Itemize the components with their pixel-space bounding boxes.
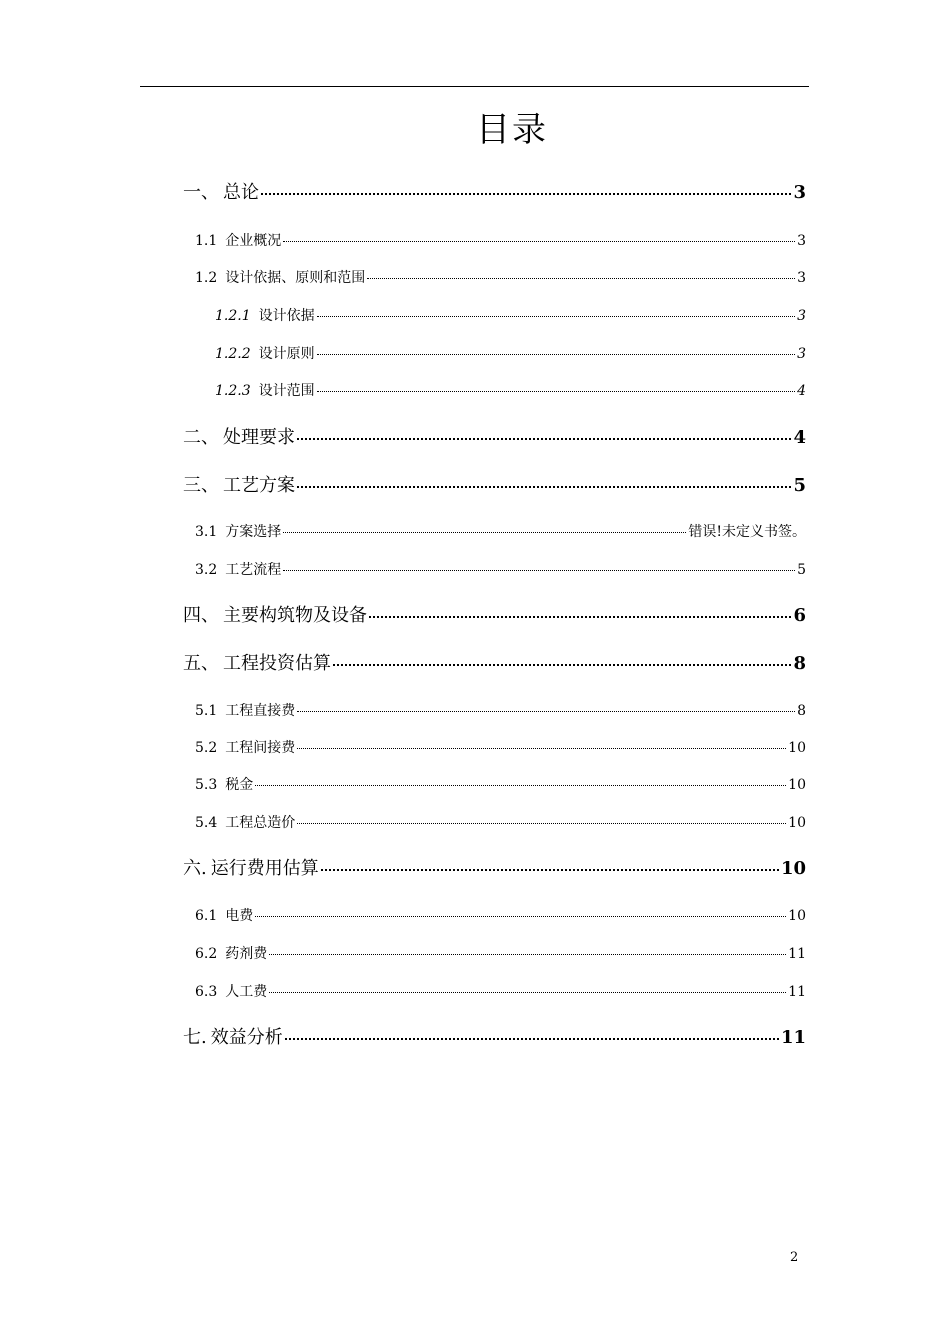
toc-entry-page: 8 [797, 703, 806, 719]
toc-entry[interactable] [195, 230, 806, 254]
toc-entry-text: 工程总造价 [225, 815, 296, 831]
toc-entry-label [183, 649, 331, 675]
toc-entry-number: 3.1 [195, 524, 218, 540]
toc-entry-page: 11 [788, 946, 806, 962]
toc-entry-text: 设计依据 [258, 308, 315, 324]
toc-entry-label [195, 559, 281, 579]
toc-entry[interactable] [183, 471, 806, 495]
toc-entry-number: 5.4 [195, 815, 218, 831]
dot-leader [297, 711, 795, 712]
dot-leader [317, 354, 795, 355]
dot-leader [283, 532, 686, 533]
toc-entry-number: 1.2 [195, 270, 218, 286]
dot-leader [297, 486, 791, 488]
toc-entry-text: 运行费用估算 [210, 858, 319, 879]
toc-entry-page: 11 [780, 1027, 806, 1048]
toc-entry-number: 二、 [183, 427, 219, 448]
dot-leader [369, 616, 791, 618]
toc-entry-label [195, 267, 365, 287]
toc-entry-number: 六. [183, 858, 207, 879]
toc-entry-text: 工程投资估算 [223, 653, 331, 674]
toc-entry-number: 5.2 [195, 740, 218, 756]
toc-entry-text: 工程间接费 [225, 740, 296, 756]
toc-entry-page: 4 [793, 427, 806, 448]
toc-entry-number: 1.2.1 [215, 308, 251, 324]
toc-entry-label [195, 521, 281, 541]
toc-entry[interactable] [183, 649, 806, 673]
toc-entry-page: 3 [797, 270, 806, 286]
toc-entry[interactable] [195, 812, 806, 836]
toc-entry-label [215, 343, 315, 363]
toc-entry-text: 设计依据、原则和范围 [225, 270, 366, 286]
toc-entry[interactable] [195, 943, 806, 967]
toc-entry-number: 四、 [183, 605, 219, 626]
dot-leader [283, 570, 795, 571]
toc-entry-number: 一、 [183, 182, 219, 203]
toc-entry-text: 主要构筑物及设备 [223, 605, 367, 626]
toc-entry-page: 10 [780, 858, 806, 879]
toc-entry-text: 设计原则 [258, 346, 315, 362]
dot-leader [269, 954, 786, 955]
toc-entry-text: 税金 [225, 777, 254, 793]
toc-entry-number: 6.3 [195, 984, 218, 1000]
toc-entry[interactable] [215, 305, 806, 329]
toc-entry-label [195, 700, 295, 720]
toc-entry-label [195, 774, 253, 794]
toc-entry-number: 1.2.3 [215, 383, 251, 399]
toc-entry-page: 4 [797, 383, 806, 399]
toc-entry-label [183, 423, 295, 449]
toc-entry-label [183, 471, 295, 497]
toc-entry-label [195, 905, 253, 925]
dot-leader [317, 391, 795, 392]
toc-entry-text: 企业概况 [225, 233, 282, 249]
dot-leader [367, 278, 795, 279]
toc-entry-text: 设计范围 [258, 383, 315, 399]
toc-entry[interactable] [195, 774, 806, 798]
toc-entry-label [183, 1023, 283, 1049]
page-number: 2 [790, 1250, 799, 1265]
toc-entry[interactable] [195, 559, 806, 583]
dot-leader [283, 241, 795, 242]
dot-leader [297, 823, 786, 824]
header-rule [140, 86, 809, 87]
dot-leader [255, 785, 786, 786]
toc-entry-text: 方案选择 [225, 524, 282, 540]
toc-entry-page: 10 [788, 908, 806, 924]
toc-entry[interactable] [183, 423, 806, 447]
dot-leader [297, 438, 791, 440]
toc-entry-text: 效益分析 [210, 1027, 283, 1048]
toc-entry-text: 工艺方案 [223, 475, 295, 496]
toc-entry-label [195, 981, 267, 1001]
toc-entry-page: 5 [793, 475, 806, 496]
toc-entry-text: 总论 [223, 182, 259, 203]
toc-entry-number: 三、 [183, 475, 219, 496]
toc-entry-text: 处理要求 [223, 427, 295, 448]
toc-entry[interactable] [183, 178, 806, 202]
toc-entry-number: 五、 [183, 653, 219, 674]
toc-entry-label [183, 178, 259, 204]
toc-entry[interactable] [183, 601, 806, 625]
toc-entry-number: 七. [183, 1027, 207, 1048]
toc-entry-number: 3.2 [195, 562, 218, 578]
toc-entry[interactable] [195, 700, 806, 724]
toc-entry-page: 10 [788, 815, 806, 831]
toc-entry-number: 1.2.2 [215, 346, 251, 362]
toc-entry-label [195, 812, 295, 832]
toc-entry[interactable] [195, 981, 806, 1005]
toc-entry-text: 工程直接费 [225, 703, 296, 719]
toc-entry[interactable] [183, 1023, 806, 1047]
dot-leader [285, 1038, 779, 1040]
dot-leader [255, 916, 786, 917]
toc-entry-label [215, 305, 315, 325]
toc-title: 目录 [476, 110, 548, 150]
toc-entry[interactable] [215, 343, 806, 367]
toc-entry[interactable] [183, 854, 806, 878]
toc-entry[interactable] [195, 267, 806, 291]
toc-entry-number: 6.2 [195, 946, 218, 962]
toc-entry-page: 3 [793, 182, 806, 203]
dot-leader [261, 193, 791, 195]
toc-entry-page: 3 [797, 233, 806, 249]
dot-leader [333, 664, 791, 666]
toc-entry-text: 药剂费 [225, 946, 268, 962]
toc-entry-label [183, 601, 367, 627]
dot-leader [321, 869, 779, 871]
toc-entry-page: 11 [788, 984, 806, 1000]
toc-entry-label [195, 230, 281, 250]
toc-entry-label [183, 854, 319, 880]
toc-entry-page: 错误!未定义书签。 [688, 524, 806, 540]
toc-entry-page: 8 [793, 653, 806, 674]
toc-entry-text: 工艺流程 [225, 562, 282, 578]
toc-entry[interactable] [215, 380, 806, 404]
toc-entry-number: 5.1 [195, 703, 218, 719]
toc-entry-page: 3 [797, 346, 806, 362]
toc-entry-page: 3 [797, 308, 806, 324]
toc-entry-number: 1.1 [195, 233, 218, 249]
toc-entry-number: 6.1 [195, 908, 218, 924]
toc-entry[interactable] [195, 521, 806, 545]
dot-leader [317, 316, 795, 317]
toc-entry-page: 5 [797, 562, 806, 578]
toc-entry-label [195, 737, 295, 757]
toc-entry-number: 5.3 [195, 777, 218, 793]
toc-entry-page: 10 [788, 777, 806, 793]
toc-entry[interactable] [195, 905, 806, 929]
toc-entry-page: 6 [793, 605, 806, 626]
toc-entry-page: 10 [788, 740, 806, 756]
dot-leader [297, 748, 786, 749]
toc-entry-text: 电费 [225, 908, 254, 924]
toc-entry-text: 人工费 [225, 984, 268, 1000]
toc-entry-label [195, 943, 267, 963]
dot-leader [269, 992, 786, 993]
toc-entry-label [215, 380, 315, 400]
toc-entry[interactable] [195, 737, 806, 761]
